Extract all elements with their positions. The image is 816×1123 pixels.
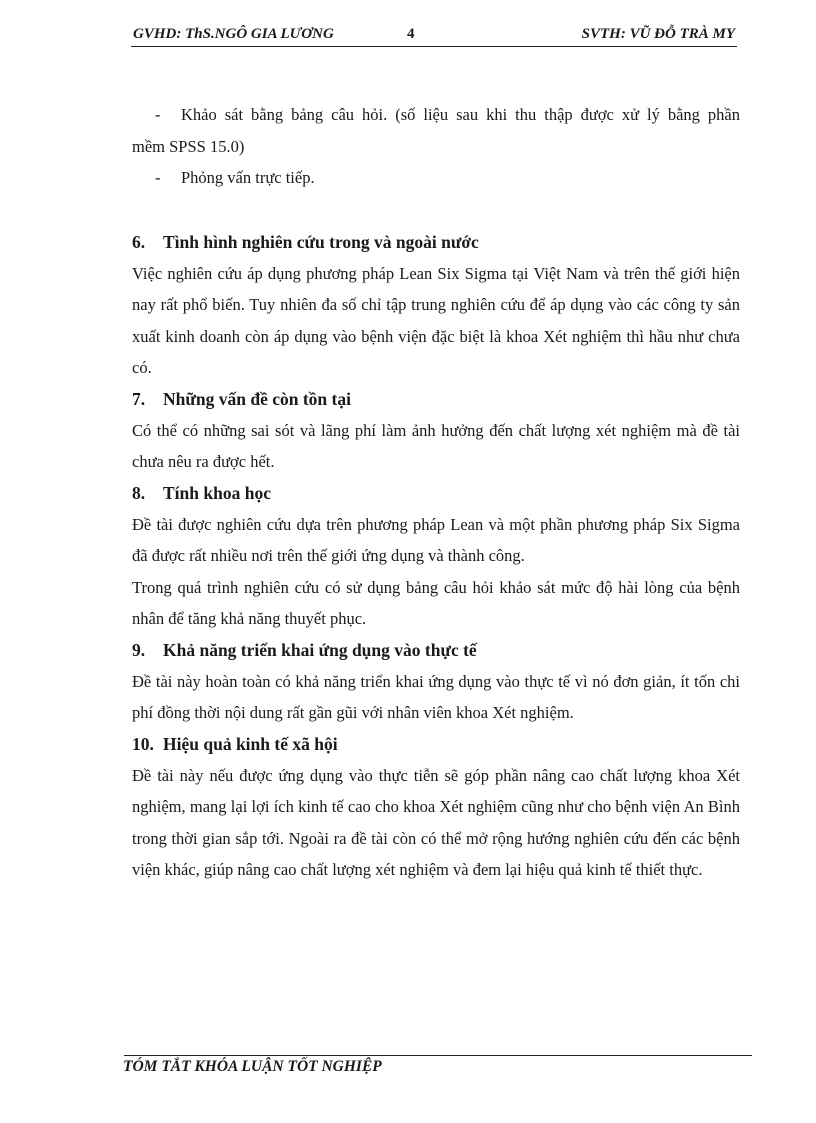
section-heading — [132, 478, 740, 509]
page-footer: TÓM TẮT KHÓA LUẬN TỐT NGHIỆP — [123, 1058, 382, 1075]
list-item — [132, 99, 740, 131]
header-advisor: GVHD: ThS.NGÔ GIA LƯƠNG — [133, 26, 334, 42]
bullet-continuation: mềm SPSS 15.0) — [132, 136, 245, 156]
header-student: SVTH: VŨ ĐỖ TRÀ MY — [581, 26, 735, 42]
section-paragraph: Đề tài này hoàn toàn có khả năng triển khai ứng dụng vào thực tế vì nó đơn giản, ít tốn chi phí đồng thời nội dung rất gần gũi với nhân viên khoa Xét nghiệm. — [132, 671, 740, 722]
page-number: 4 — [407, 26, 415, 42]
section-paragraph: Việc nghiên cứu áp dụng phương pháp Lean Six Sigma tại Việt Nam và trên thế giới hiện nay rất phổ biến. Tuy nhiên đa số chỉ tập trung nghiên cứu để áp dụng vào các công ty sản xuất kinh doanh còn áp dụng vào bệnh viện đặc biệt là khoa Xét nghiệm thì hầu như chưa có. — [132, 263, 740, 377]
document-body — [132, 99, 740, 886]
section-title: Những vấn đề còn tồn tại — [163, 388, 351, 409]
page-header — [131, 24, 737, 46]
list-item — [132, 162, 740, 194]
section-title: Tình hình nghiên cứu trong và ngoài nước — [163, 231, 479, 252]
section-number: 6. — [132, 231, 146, 252]
section-paragraph: Đề tài được nghiên cứu dựa trên phương pháp Lean và một phần phương pháp Six Sigma đã được rất nhiều nơi trên thế giới ứng dụng và thành công. — [132, 514, 740, 565]
section-title: Hiệu quả kinh tế xã hội — [163, 733, 338, 754]
section-paragraph: Đề tài này nếu được ứng dụng vào thực tiễn sẽ góp phần nâng cao chất lượng khoa Xét nghiệm, mang lại lợi ích kinh tế cao cho khoa Xét nghiệm cũng như cho bệnh viện An Bình trong thời gian sắp tới. Ngoài ra đề tài còn có thể mở rộng hướng nghiên cứu đến các bệnh viện khác, giúp nâng cao chất lượng xét nghiệm và đem lại hiệu quả kinh tế thiết thực. — [132, 765, 740, 879]
bullet-text: Phỏng vấn trực tiếp. — [181, 168, 315, 187]
section-number: 8. — [132, 482, 146, 503]
section-paragraph: Trong quá trình nghiên cứu có sử dụng bảng câu hỏi khảo sát mức độ hài lòng của bệnh nhân để tăng khả năng thuyết phục. — [132, 577, 740, 628]
section-heading — [132, 384, 740, 415]
bullet-text: Khảo sát bằng bảng câu hỏi. (số liệu sau khi thu thập được xử lý bằng phần — [181, 105, 740, 124]
section-title: Khả năng triển khai ứng dụng vào thực tế — [163, 639, 477, 660]
bullet-dash: - — [155, 168, 161, 187]
section-paragraph: Có thể có những sai sót và lãng phí làm ảnh hưởng đến chất lượng xét nghiệm mà đề tài chưa nêu ra được hết. — [132, 420, 740, 471]
section-heading — [132, 635, 740, 666]
section-number: 7. — [132, 388, 146, 409]
header-divider — [131, 46, 737, 47]
section-number: 10. — [132, 733, 154, 754]
section-heading — [132, 227, 740, 258]
section-number: 9. — [132, 639, 146, 660]
section-heading — [132, 729, 740, 760]
bullet-dash: - — [155, 105, 161, 124]
footer-divider — [124, 1055, 752, 1056]
section-title: Tính khoa học — [163, 482, 271, 503]
